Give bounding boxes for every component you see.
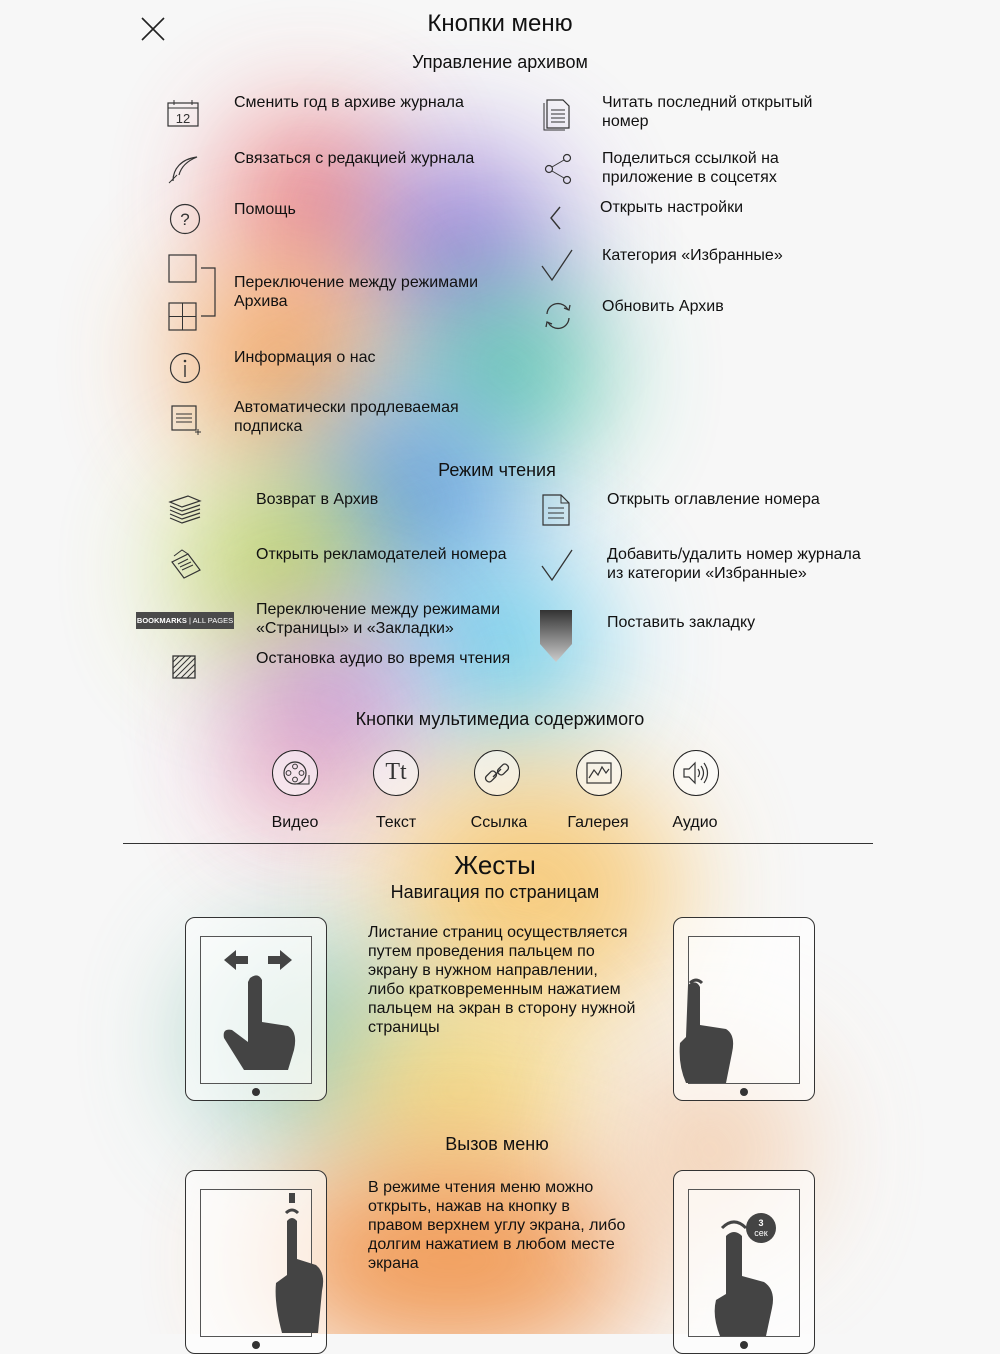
archive-label-contact: Связаться с редакцией журнала [234, 150, 475, 167]
archive-label-help: Помощь [234, 201, 296, 218]
section-title-reading: Режим чтения [438, 460, 556, 480]
archive-label-read-last: Читать последний открытый номер [602, 94, 813, 130]
audio-button[interactable] [673, 750, 719, 796]
audio-label: Аудио [672, 814, 718, 831]
stack-icon [168, 494, 202, 526]
reading-label-contents: Открыть оглавление номера [607, 491, 820, 508]
checkmark-icon [540, 248, 574, 282]
video-button[interactable] [272, 750, 318, 796]
text-icon: Tt [385, 759, 407, 785]
menu-title: Вызов меню [445, 1134, 549, 1154]
feather-icon [167, 153, 199, 185]
page-title: Кнопки меню [427, 10, 573, 37]
gestures-title: Жесты [454, 850, 536, 880]
tablet-swipe-illustration [185, 917, 327, 1101]
link-icon [475, 751, 519, 795]
tap-hand-icon [674, 973, 754, 1093]
video-icon [273, 751, 317, 795]
audio-stop-icon [172, 655, 196, 679]
archive-label-settings: Открыть настройки [600, 199, 744, 216]
subscription-icon [170, 404, 202, 436]
svg-text:12: 12 [175, 111, 191, 126]
tablet-long-press-illustration [673, 1170, 815, 1354]
archive-label-year: Сменить год в архиве журнала [234, 94, 464, 111]
view-mode-icon [168, 254, 218, 332]
reading-label-toggle: Переключение между режимами «Страницы» и «Закладки» [256, 601, 501, 637]
reading-label-audio-stop: Остановка аудио во время чтения [256, 650, 511, 667]
chevron-left-icon [548, 205, 564, 231]
reading-label-bookmark: Поставить закладку [607, 614, 756, 631]
video-label: Видео [271, 814, 319, 831]
gallery-icon [577, 751, 621, 795]
tablet-tap-illustration [673, 917, 815, 1101]
close-icon[interactable] [140, 16, 166, 42]
text-label: Текст [375, 814, 417, 831]
archive-label-share: Поделиться ссылкой на приложение в соцсетях [602, 150, 779, 186]
section-title-multimedia: Кнопки мультимедиа содержимого [355, 709, 645, 729]
menu-tap-hand-icon [256, 1193, 326, 1333]
archive-label-info: Информация о нас [234, 349, 376, 366]
archive-label-favorites: Категория «Избранные» [602, 247, 783, 264]
divider [123, 843, 873, 844]
refresh-icon [542, 300, 574, 332]
tablet-menu-button-illustration [185, 1170, 327, 1354]
bookmarks-toggle: BOOKMARKS | ALL PAGES [136, 612, 234, 629]
advertiser-icon [170, 548, 202, 580]
archive-label-mode: Переключение между режимами Архива [234, 274, 479, 310]
help-icon [169, 203, 201, 235]
reading-label-favorites: Добавить/удалить номер журнала из категории «Избранные» [607, 546, 861, 582]
audio-icon [674, 751, 718, 795]
section-title-archive: Управление архивом [412, 52, 588, 72]
menu-text: В режиме чтения меню можно открыть, нажав на кнопку в правом верхнем углу экрана, либо долгим нажатием в любом месте экрана [368, 1179, 626, 1272]
share-icon [543, 153, 573, 185]
archive-label-subscription: Автоматически продлеваемая подписка [234, 399, 459, 435]
gallery-label: Галерея [567, 814, 629, 831]
link-button[interactable] [474, 750, 520, 796]
timer-badge: 3 сек [746, 1213, 776, 1243]
reading-label-back: Возврат в Архив [256, 491, 379, 508]
reading-label-advertisers: Открыть рекламодателей номера [256, 546, 507, 563]
archive-label-refresh: Обновить Архив [602, 298, 724, 315]
checkmark-icon [540, 548, 574, 582]
swipe-arrows-icon [208, 946, 308, 1076]
text-button[interactable] [373, 750, 419, 796]
link-label: Ссылка [470, 814, 528, 831]
gallery-button[interactable] [576, 750, 622, 796]
calendar-icon [167, 99, 199, 127]
svg-text:?: ? [180, 210, 190, 229]
contents-icon [541, 493, 571, 527]
navigation-text: Листание страниц осуществляется путем проведения пальцем по экрану в нужном направлении, либо кратковременным нажатием пальцем на экран в сторону нужной страницы [368, 924, 636, 1036]
info-icon [169, 352, 201, 384]
bookmark-icon [540, 610, 572, 662]
navigation-title: Навигация по страницам [390, 882, 600, 902]
document-icon [541, 97, 573, 131]
